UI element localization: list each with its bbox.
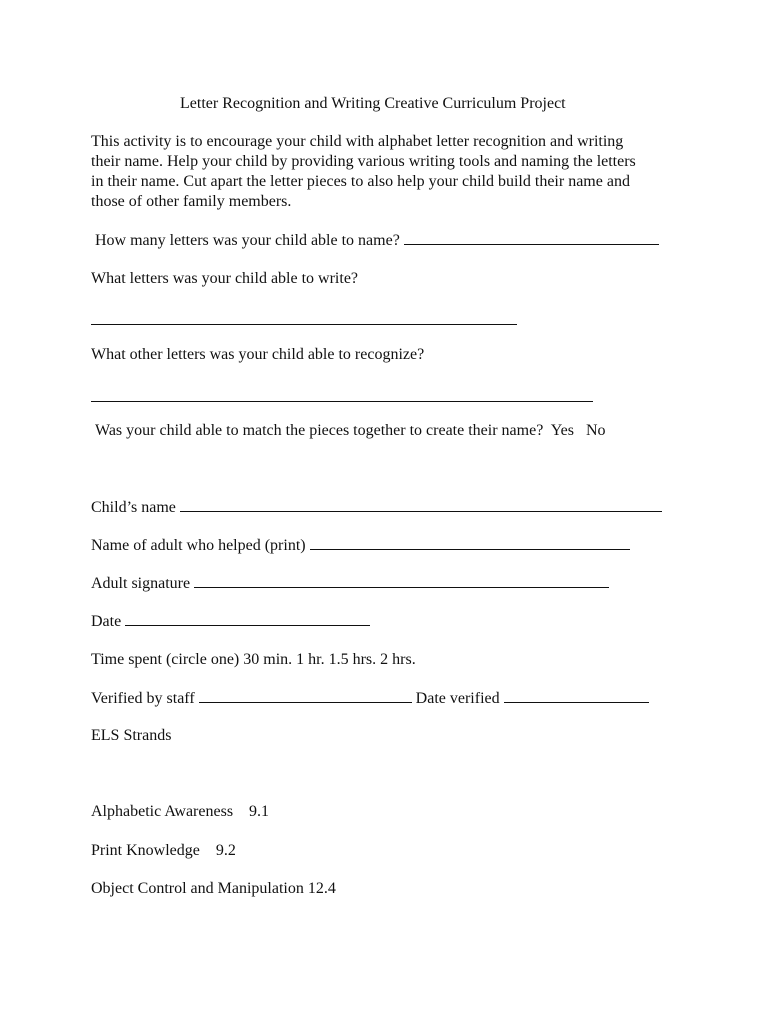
adult-name-field xyxy=(91,535,630,556)
child-name-field xyxy=(91,497,662,518)
date-label: Date xyxy=(91,613,122,630)
els-item-name: Alphabetic Awareness xyxy=(91,803,234,820)
intro-line: in their name. Cut apart the letter pieces to also help your child build their name and xyxy=(91,173,630,190)
match-yes-option[interactable]: Yes xyxy=(550,422,574,439)
els-item-code: 9.1 xyxy=(249,803,270,820)
adult-signature-label: Adult signature xyxy=(91,575,191,592)
date-verified-line[interactable] xyxy=(504,688,649,703)
match-no-option[interactable]: No xyxy=(585,422,606,439)
adult-name-line[interactable] xyxy=(310,535,630,550)
document-title: Letter Recognition and Writing Creative Curriculum Project xyxy=(180,95,566,112)
question-how-many xyxy=(95,230,659,251)
els-item-name: Print Knowledge xyxy=(91,842,200,859)
verified-field xyxy=(91,688,649,709)
write-answer-line[interactable] xyxy=(91,324,517,325)
child-name-label: Child’s name xyxy=(91,499,176,516)
how-many-answer-line[interactable] xyxy=(404,230,659,245)
date-field xyxy=(91,611,370,632)
els-item xyxy=(91,879,336,899)
question-recognize-label: What other letters was your child able to recognize? xyxy=(91,346,425,363)
adult-signature-field xyxy=(91,573,609,594)
els-item xyxy=(91,802,269,822)
recognize-answer-line[interactable] xyxy=(91,401,593,402)
date-line[interactable] xyxy=(125,611,370,626)
verified-by-line[interactable] xyxy=(199,688,412,703)
question-match-label: Was your child able to match the pieces together to create their name? xyxy=(95,422,544,439)
child-name-line[interactable] xyxy=(180,497,662,512)
els-item xyxy=(91,841,236,861)
intro-line: their name. Help your child by providing various writing tools and naming the letters xyxy=(91,153,636,170)
els-item-code: 9.2 xyxy=(215,842,236,859)
question-write-label: What letters was your child able to write? xyxy=(91,270,359,287)
intro-line: those of other family members. xyxy=(91,193,292,210)
question-match xyxy=(95,421,606,441)
verified-by-label: Verified by staff xyxy=(91,690,195,707)
question-how-many-label: How many letters was your child able to name? xyxy=(95,232,400,249)
intro-paragraph xyxy=(91,132,681,212)
intro-line: This activity is to encourage your child with alphabet letter recognition and writing xyxy=(91,133,624,150)
time-spent-field[interactable]: Time spent (circle one) 30 min. 1 hr. 1.5 hrs. 2 hrs. xyxy=(91,651,416,668)
els-heading: ELS Strands xyxy=(91,727,172,744)
adult-name-label: Name of adult who helped (print) xyxy=(91,537,306,554)
els-item-name: Object Control and Manipulation xyxy=(91,880,304,897)
date-verified-label: Date verified xyxy=(415,690,500,707)
adult-signature-line[interactable] xyxy=(194,573,609,588)
els-item-code: 12.4 xyxy=(307,880,336,897)
